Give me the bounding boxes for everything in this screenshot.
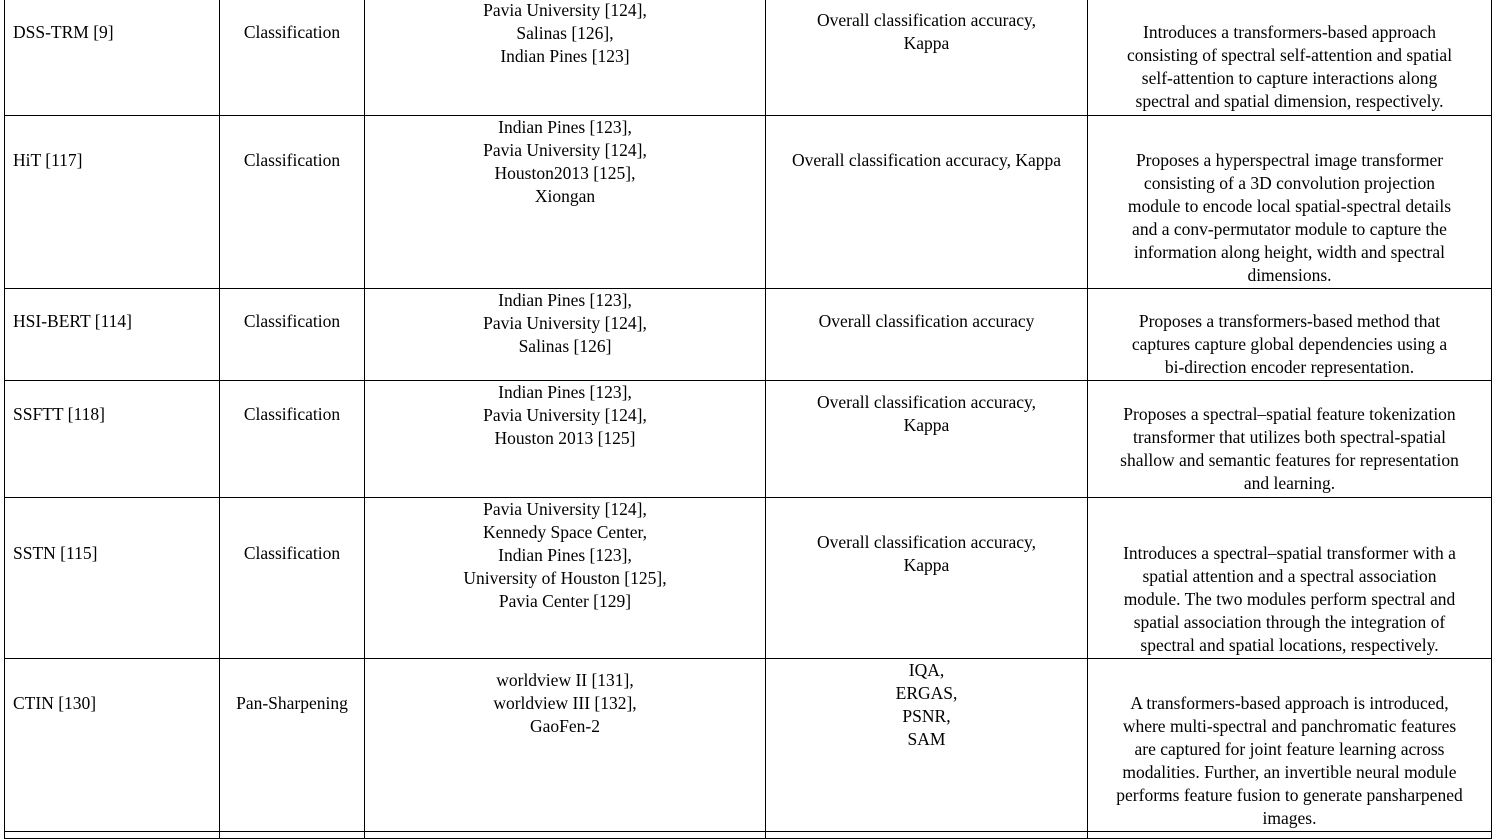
description-cell	[1088, 0, 1492, 116]
description-line: and learning.	[1243, 473, 1336, 493]
empty-cell	[1088, 832, 1492, 839]
datasets-cell	[365, 116, 766, 289]
task-name: Classification	[243, 404, 341, 424]
metric-line: ERGAS,	[895, 683, 958, 703]
table-row-partial	[5, 832, 1492, 839]
task-name: Classification	[243, 22, 341, 42]
table-row	[5, 0, 1492, 116]
dataset-line: worldview III [132],	[493, 693, 637, 713]
dataset-line: Salinas [126],	[516, 23, 614, 43]
metric-line: Overall classification accuracy,	[817, 532, 1036, 552]
dataset-line: Salinas [126]	[518, 336, 612, 356]
metric-line: Kappa	[903, 33, 950, 53]
description-line: module. The two modules perform spectral and	[1123, 589, 1456, 609]
metric-line: SAM	[907, 729, 946, 749]
datasets-cell	[365, 381, 766, 498]
method-name: SSTN [115]	[13, 543, 98, 563]
metrics-cell	[766, 381, 1088, 498]
metric-line: Overall classification accuracy,	[817, 392, 1036, 412]
description-cell	[1088, 659, 1492, 832]
table-row	[5, 289, 1492, 381]
metric-line: PSNR,	[902, 706, 951, 726]
description-cell	[1088, 381, 1492, 498]
description-line: spatial attention and a spectral association	[1142, 566, 1437, 586]
task-cell	[220, 498, 365, 659]
description-line: information along height, width and spectral	[1133, 242, 1446, 262]
empty-cell	[5, 832, 220, 839]
table-body	[5, 0, 1492, 839]
description-line: Introduces a spectral–spatial transformer with a	[1123, 543, 1456, 563]
description-line: module to encode local spatial-spectral details	[1127, 196, 1452, 216]
dataset-line: Pavia University [124],	[483, 140, 647, 160]
description-line: shallow and semantic features for representation	[1120, 450, 1459, 470]
dataset-line: worldview II [131],	[496, 670, 634, 690]
description-line: consisting of spectral self-attention and spatial	[1126, 45, 1453, 65]
method-cell	[5, 289, 220, 381]
table-row	[5, 116, 1492, 289]
description-line: performs feature fusion to generate pansharpened	[1116, 785, 1463, 805]
metrics-cell	[766, 116, 1088, 289]
description-line: captures capture global dependencies using a	[1131, 334, 1448, 354]
description-line: Introduces a transformers-based approach	[1143, 22, 1436, 42]
dataset-line: Pavia University [124],	[483, 313, 647, 333]
metrics-cell	[766, 289, 1088, 381]
method-name: HSI-BERT [114]	[13, 311, 133, 331]
dataset-line: Pavia University [124],	[483, 499, 647, 519]
metric-line: Kappa	[903, 415, 950, 435]
metric-line: Kappa	[903, 555, 950, 575]
method-name: DSS-TRM [9]	[13, 22, 114, 42]
task-name: Classification	[243, 150, 341, 170]
dataset-line: Indian Pines [123]	[500, 46, 630, 66]
description-line: self-attention to capture interactions along	[1141, 68, 1438, 88]
description-line: bi-direction encoder representation.	[1164, 357, 1415, 377]
dataset-line: Indian Pines [123],	[498, 117, 632, 137]
empty-cell	[365, 832, 766, 839]
metric-line: IQA,	[908, 660, 945, 680]
task-name: Classification	[243, 543, 341, 563]
description-line: transformer that utilizes both spectral-spatial	[1133, 427, 1446, 447]
metric-line: Overall classification accuracy,	[817, 10, 1036, 30]
task-name: Classification	[243, 311, 341, 331]
method-name: CTIN [130]	[13, 693, 97, 713]
description-line: Proposes a transformers-based method that	[1138, 311, 1441, 331]
description-cell	[1088, 289, 1492, 381]
dataset-line: Indian Pines [123],	[498, 382, 632, 402]
dataset-line: Pavia University [124],	[483, 405, 647, 425]
description-line: modalities. Further, an invertible neural module	[1122, 762, 1457, 782]
metric-line: Overall classification accuracy	[818, 311, 1035, 331]
description-line: spectral and spatial dimension, respectively.	[1135, 91, 1444, 111]
datasets-cell	[365, 659, 766, 832]
dataset-line: Houston2013 [125],	[494, 163, 636, 183]
method-name: SSFTT [118]	[13, 404, 105, 424]
description-line: where multi-spectral and panchromatic features	[1122, 716, 1457, 736]
description-cell	[1088, 498, 1492, 659]
description-line: A transformers-based approach is introduced,	[1130, 693, 1449, 713]
method-cell	[5, 498, 220, 659]
description-line: consisting of a 3D convolution projection	[1143, 173, 1436, 193]
dataset-line: Houston 2013 [125]	[494, 428, 636, 448]
task-cell	[220, 381, 365, 498]
datasets-cell	[365, 0, 766, 116]
description-line: are captured for joint feature learning across	[1134, 739, 1445, 759]
dataset-line: Kennedy Space Center,	[482, 522, 648, 542]
dataset-line: Xiongan	[534, 186, 596, 206]
description-line: Proposes a hyperspectral image transformer	[1135, 150, 1444, 170]
task-cell	[220, 0, 365, 116]
table-row	[5, 498, 1492, 659]
datasets-cell	[365, 498, 766, 659]
method-cell	[5, 659, 220, 832]
table-row	[5, 381, 1492, 498]
metrics-cell	[766, 659, 1088, 832]
dataset-line: GaoFen-2	[530, 716, 600, 736]
description-line: spectral and spatial locations, respectively.	[1140, 635, 1439, 655]
survey-table	[4, 0, 1492, 839]
task-cell	[220, 659, 365, 832]
dataset-line: Indian Pines [123],	[498, 290, 632, 310]
metrics-cell	[766, 498, 1088, 659]
dataset-line: Pavia Center [129]	[498, 591, 632, 611]
dataset-line: Indian Pines [123],	[498, 545, 632, 565]
task-name: Pan-Sharpening	[236, 693, 348, 713]
table-row	[5, 659, 1492, 832]
description-line: images.	[1262, 808, 1317, 828]
description-line: dimensions.	[1247, 265, 1332, 285]
description-line: Proposes a spectral–spatial feature tokenization	[1123, 404, 1456, 424]
method-cell	[5, 0, 220, 116]
description-line: and a conv-permutator module to capture the	[1132, 219, 1447, 239]
method-cell	[5, 381, 220, 498]
metric-line: Overall classification accuracy, Kappa	[791, 150, 1061, 170]
empty-cell	[220, 832, 365, 839]
task-cell	[220, 289, 365, 381]
dataset-line: Pavia University [124],	[483, 0, 647, 20]
dataset-line: University of Houston [125],	[463, 568, 667, 588]
description-cell	[1088, 116, 1492, 289]
empty-cell	[766, 832, 1088, 839]
datasets-cell	[365, 289, 766, 381]
task-cell	[220, 116, 365, 289]
metrics-cell	[766, 0, 1088, 116]
method-cell	[5, 116, 220, 289]
method-name: HiT [117]	[13, 150, 83, 170]
description-line: spatial association through the integration of	[1133, 612, 1446, 632]
